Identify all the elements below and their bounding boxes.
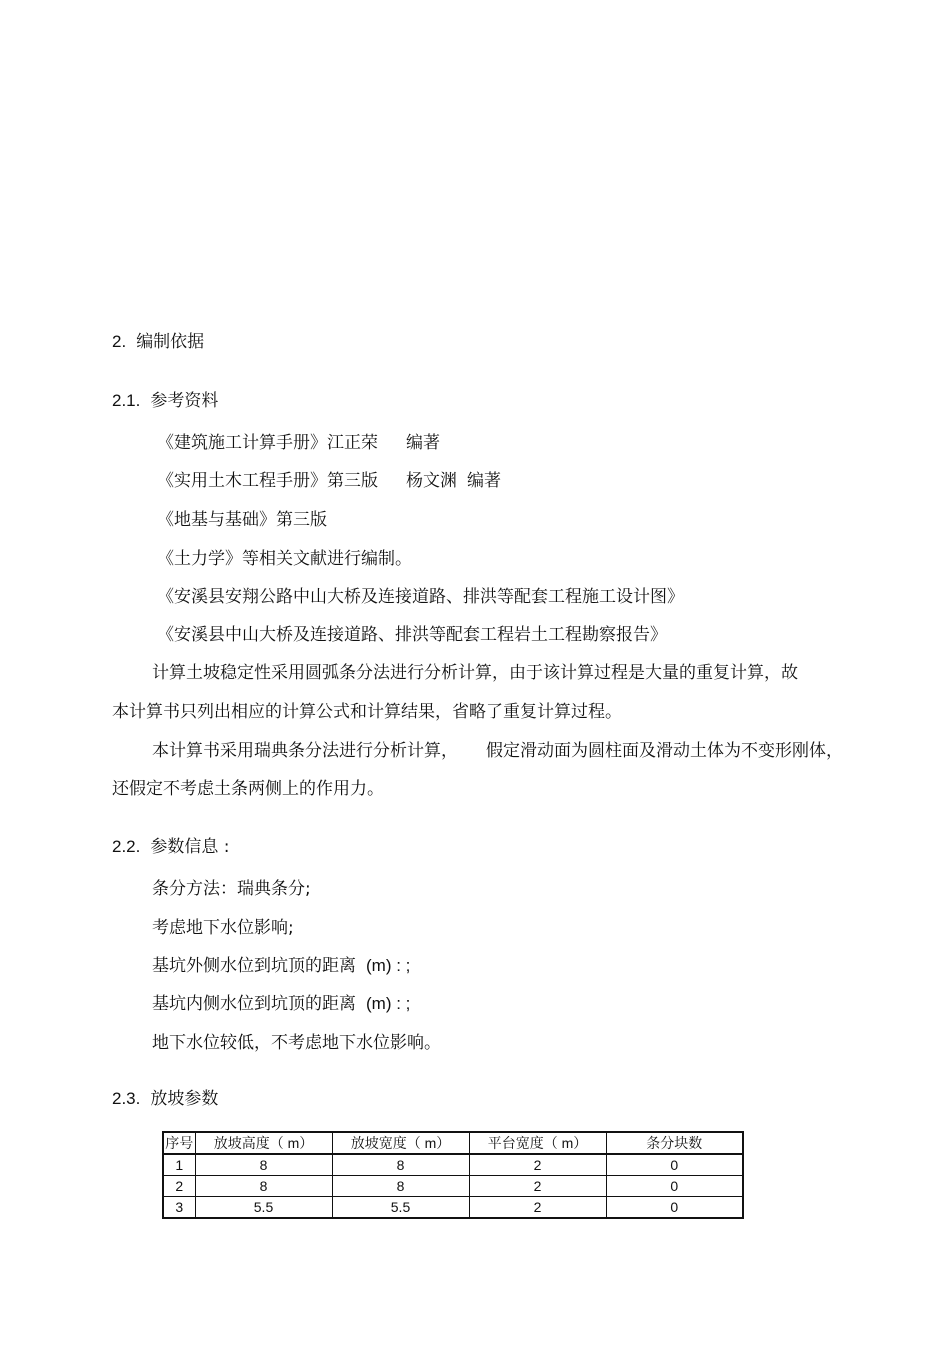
reference-1 <box>157 428 440 453</box>
reference-6: 《安溪县中山大桥及连接道路、排洪等配套工程岩土工程勘察报告》 <box>157 625 667 645</box>
table-cell: 8 <box>195 1176 332 1197</box>
slope-parameters-table <box>162 1131 744 1219</box>
reference-title: 《实用土木工程手册》第三版 <box>157 471 378 491</box>
param-line-4 <box>152 989 410 1014</box>
reference-author-role: 编著 <box>467 471 501 491</box>
param-line-1: 条分方法：瑞典条分; <box>152 879 311 899</box>
table-cell: 3 <box>163 1197 195 1219</box>
reference-author: 杨文渊 <box>406 471 457 491</box>
table-row <box>163 1154 743 1176</box>
table-row <box>163 1197 743 1219</box>
param-line-5: 地下水位较低，不考虑地下水位影响。 <box>152 1033 441 1053</box>
section-number: 2.1. <box>112 391 141 410</box>
section-number: 2. <box>112 332 127 351</box>
section-2-heading <box>112 327 204 352</box>
section-title: 放坡参数 <box>150 1089 219 1109</box>
section-title: 参考资料 <box>150 391 219 411</box>
table-cell: 2 <box>469 1197 606 1219</box>
reference-3: 《地基与基础》第三版 <box>157 510 327 530</box>
section-2-2-heading <box>112 832 230 857</box>
reference-title: 《建筑施工计算手册》江正荣 <box>157 433 378 453</box>
table-cell: 2 <box>469 1176 606 1197</box>
table-cell: 8 <box>332 1176 469 1197</box>
section-2-1-heading <box>112 386 218 411</box>
column-header-slice-count: 条分块数 <box>606 1132 743 1154</box>
table-header-row <box>163 1132 743 1154</box>
table-cell: 0 <box>606 1154 743 1176</box>
column-header-slope-width: 放坡宽度（ m） <box>332 1132 469 1154</box>
reference-2 <box>157 466 501 491</box>
section-number: 2.3. <box>112 1089 141 1108</box>
param-label: 基坑外侧水位到坑顶的距离 <box>152 956 356 976</box>
table-cell: 0 <box>606 1197 743 1219</box>
column-header-index: 序号 <box>163 1132 195 1154</box>
param-unit: (m) : ; <box>366 956 411 975</box>
table-cell: 1 <box>163 1154 195 1176</box>
table-row <box>163 1176 743 1197</box>
table-cell: 5.5 <box>195 1197 332 1219</box>
reference-5: 《安溪县安翔公路中山大桥及连接道路、排洪等配套工程施工设计图》 <box>157 587 684 607</box>
param-unit: (m) : ; <box>366 994 411 1013</box>
section-number: 2.2. <box>112 837 141 856</box>
column-header-platform-width: 平台宽度（ m） <box>469 1132 606 1154</box>
table-cell: 8 <box>195 1154 332 1176</box>
paragraph-1-line-2: 本计算书只列出相应的计算公式和计算结果，省略了重复计算过程。 <box>112 702 622 722</box>
table-cell: 2 <box>163 1176 195 1197</box>
section-2-3-heading <box>112 1084 218 1109</box>
paragraph-1-line-1: 计算土坡稳定性采用圆弧条分法进行分析计算，由于该计算过程是大量的重复计算，故 <box>152 663 798 683</box>
paragraph-text: 假定滑动面为圆柱面及滑动土体为不变形刚体， <box>486 741 843 761</box>
section-title: 参数信息 : <box>150 837 230 857</box>
reference-author-role: 编著 <box>406 433 440 453</box>
param-label: 基坑内侧水位到坑顶的距离 <box>152 994 356 1014</box>
table-cell: 0 <box>606 1176 743 1197</box>
table-cell: 5.5 <box>332 1197 469 1219</box>
paragraph-text: 本计算书采用瑞典条分法进行分析计算， <box>152 741 458 761</box>
table-cell: 8 <box>332 1154 469 1176</box>
column-header-slope-height: 放坡高度（ m） <box>195 1132 332 1154</box>
paragraph-2-line-2: 还假定不考虑土条两侧上的作用力。 <box>112 779 384 799</box>
section-title: 编制依据 <box>136 332 205 352</box>
table-cell: 2 <box>469 1154 606 1176</box>
paragraph-2-line-1 <box>152 736 843 761</box>
param-line-2: 考虑地下水位影响; <box>152 918 294 938</box>
reference-4: 《土力学》等相关文献进行编制。 <box>157 549 412 569</box>
param-line-3 <box>152 951 410 976</box>
